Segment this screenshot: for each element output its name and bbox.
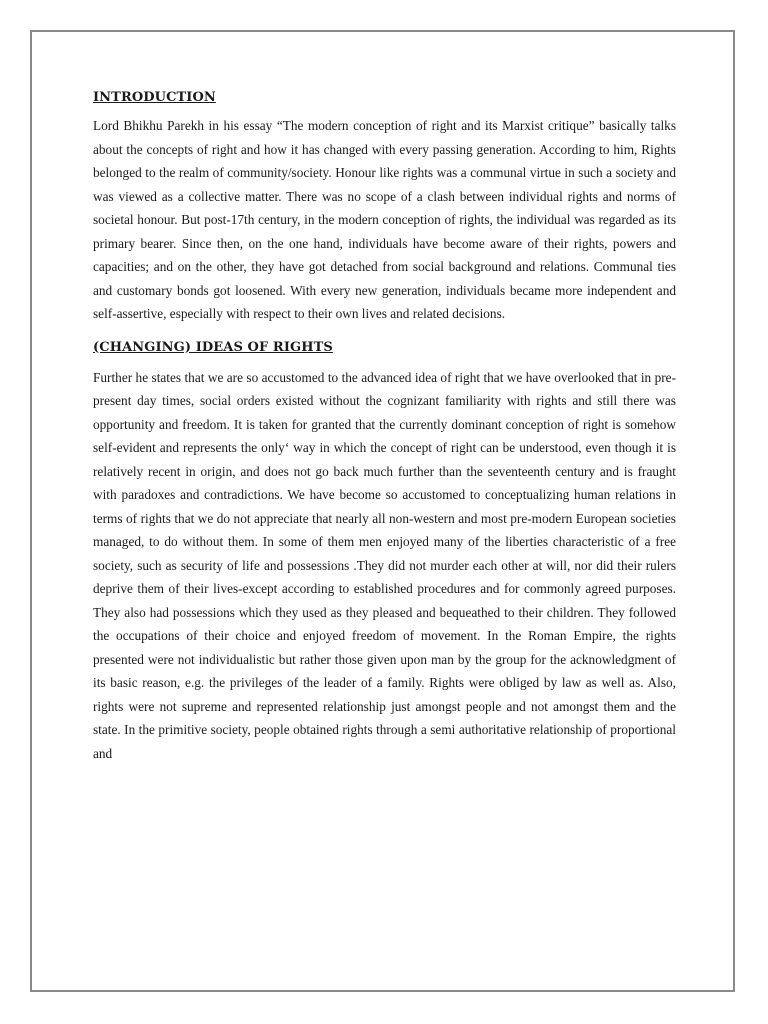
section-heading-introduction: INTRODUCTION (93, 90, 216, 105)
page-content (93, 89, 676, 765)
document-page (30, 30, 735, 992)
paragraph-changing-ideas-of-rights: Further he states that we are so accustomed to the advanced idea of right that we have overlooked that in pre-present day times, social orders existed without the cognizant familiarity with rights and still there was opportunity and freedom. It is taken for granted that the currently dominant conception of right is somehow self-evident and represents the only‘ way in which the concept of right can be understood, even though it is relatively recent in origin, and does not go back much further than the seventeenth century and is fraught with paradoxes and contradictions. We have become so accustomed to conceptualizing human relations in terms of rights that we do not appreciate that nearly all non-western and most pre-modern European societies managed, to do without them. In some of them men enjoyed many of the liberties characteristic of a free society, such as security of life and possessions .They did not murder each other at will, nor did their rulers deprive them of their lives-except according to established procedures and for commonly agreed purposes. They also had possessions which they used as they pleased and bequeathed to their children. They followed the occupations of their choice and enjoyed freedom of movement. In the Roman Empire, the rights presented were not individualistic but rather those given upon man by the group for the acknowledgment of its basic reason, e.g. the privileges of the leader of a family. Rights were obliged by law as well as. Also, rights were not supreme and represented relationship just amongst people and not amongst them and the state. In the primitive society, people obtained rights through a semi authoritative relationship of proportional and (93, 369, 676, 761)
paragraph-introduction: Lord Bhikhu Parekh in his essay “The modern conception of right and its Marxist critique” basically talks about the concepts of right and how it has changed with every passing generation. According to him, Rights belonged to the realm of community/society. Honour like rights was a communal virtue in such a society and was viewed as a collective matter. There was no scope of a clash between individual rights and norms of societal honour. But post-17th century, in the modern conception of rights, the individual was regarded as its primary bearer. Since then, on the one hand, individuals have become aware of their rights, powers and capacities; and on the other, they have got detached from social background and relations. Communal ties and customary bonds got loosened. With every new generation, individuals became more independent and self-assertive, especially with respect to their own lives and related decisions. (93, 118, 676, 321)
section-heading-changing-ideas-of-rights: (CHANGING) IDEAS OF RIGHTS (93, 339, 333, 355)
